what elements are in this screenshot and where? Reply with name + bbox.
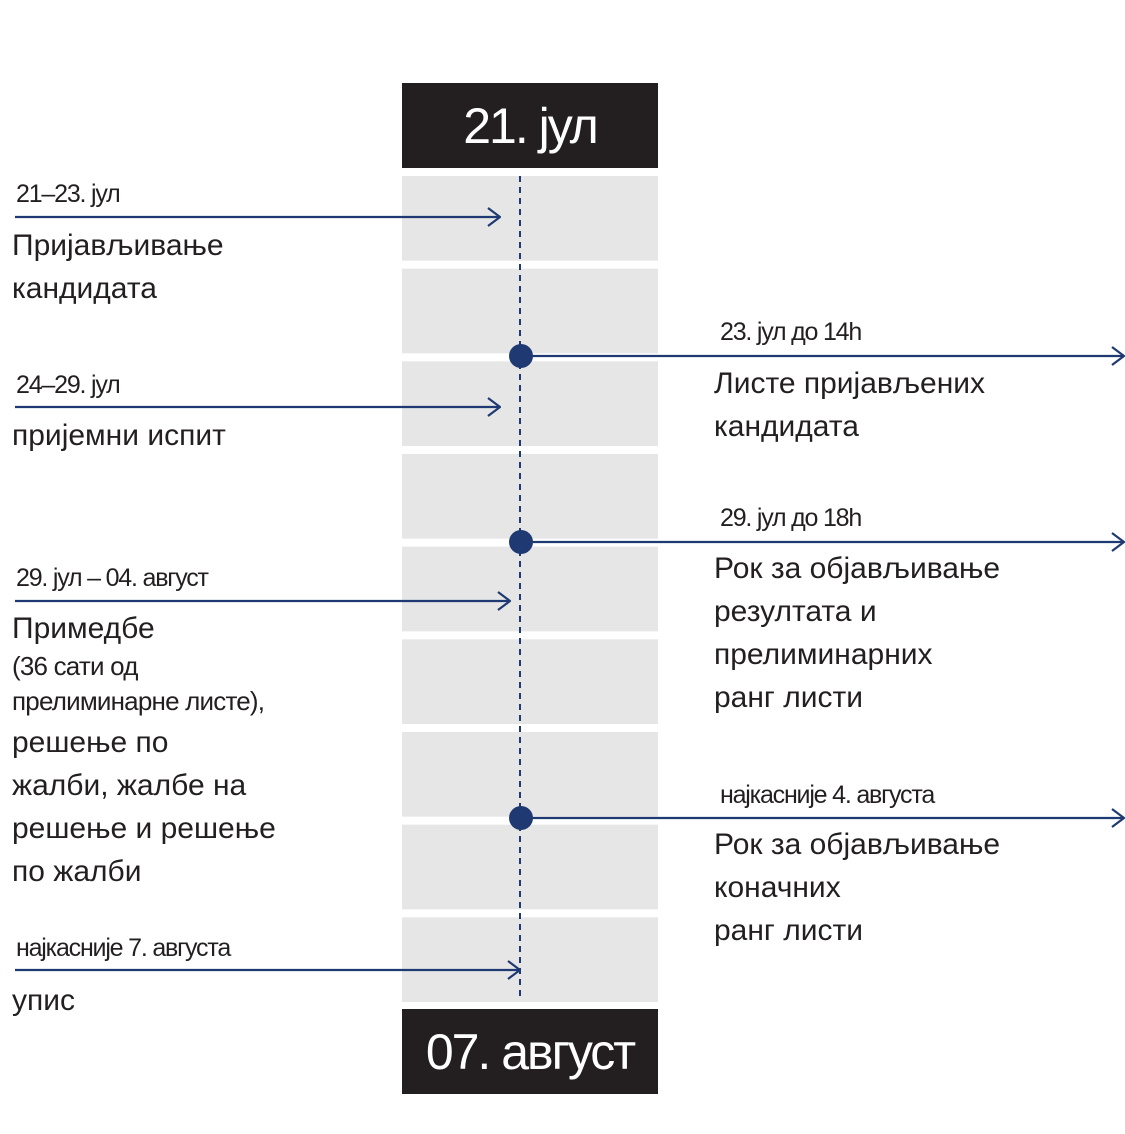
left-event-4-date: најкасније 7. августа (16, 934, 231, 962)
milestone-dot-2 (509, 530, 533, 554)
left-event-3-more-line-3: решење и решење (12, 812, 276, 845)
left-event-3-date: 29. јул – 04. август (16, 564, 208, 592)
right-event-2-line-2: резултата и (714, 595, 877, 628)
left-event-3-more-line-1: решење по (12, 726, 169, 759)
left-event-3-title (12, 607, 155, 650)
left-event-2-line-1: пријемни испит (12, 419, 226, 452)
left-event-3-note-line-2: прелиминарне листе), (12, 686, 265, 716)
left-event-1-line-1: Пријављивање (12, 229, 224, 262)
end-date-header: 07. август (402, 1009, 658, 1094)
right-event-1-line-1: Листе пријављених (714, 367, 986, 400)
start-date-header: 21. јул (402, 83, 658, 168)
left-event-4-title (12, 979, 75, 1022)
right-event-2-line-4: ранг листи (714, 681, 863, 714)
day-band (402, 547, 658, 632)
right-event-1-line-2: кандидата (714, 410, 859, 443)
day-band (402, 825, 658, 910)
day-band (402, 361, 658, 446)
day-band (402, 454, 658, 539)
right-event-2-line-3: прелиминарних (714, 638, 933, 671)
left-event-2-title (12, 414, 226, 457)
left-event-4-line-1: упис (12, 984, 76, 1017)
right-event-3-line-1: Рок за објављивање (714, 828, 1001, 861)
right-event-3-line-3: ранг листи (714, 914, 863, 947)
left-event-1-line-2: кандидата (12, 272, 157, 305)
left-event-3-more (12, 721, 276, 893)
milestone-dot-3 (509, 806, 533, 830)
day-band (402, 176, 658, 261)
left-event-3-more-line-4: по жалби (12, 855, 142, 888)
day-band (402, 917, 658, 1002)
right-event-1-date: 23. јул до 14h (720, 318, 862, 346)
day-bands (402, 176, 658, 1002)
milestone-dot-1 (509, 344, 533, 368)
right-event-2-title (714, 547, 1000, 719)
left-event-3-note (12, 649, 264, 719)
right-event-2-line-1: Рок за објављивање (714, 552, 1001, 585)
left-event-2-date: 24–29. јул (16, 371, 120, 399)
day-band (402, 269, 658, 354)
right-event-3-date: најкасније 4. августа (720, 781, 935, 809)
left-event-3-line-1: Примедбе (12, 612, 155, 645)
right-event-3-title (714, 823, 1000, 952)
right-event-1-title (714, 362, 985, 448)
right-event-3-line-2: коначних (714, 871, 841, 904)
day-band (402, 732, 658, 817)
right-event-2-date: 29. јул до 18h (720, 504, 862, 532)
left-event-3-note-line-1: (36 сати од (12, 651, 138, 681)
day-band (402, 639, 658, 724)
left-event-1-date: 21–23. јул (16, 180, 120, 208)
left-event-1-title (12, 224, 224, 310)
left-event-3-more-line-2: жалби, жалбе на (12, 769, 247, 802)
